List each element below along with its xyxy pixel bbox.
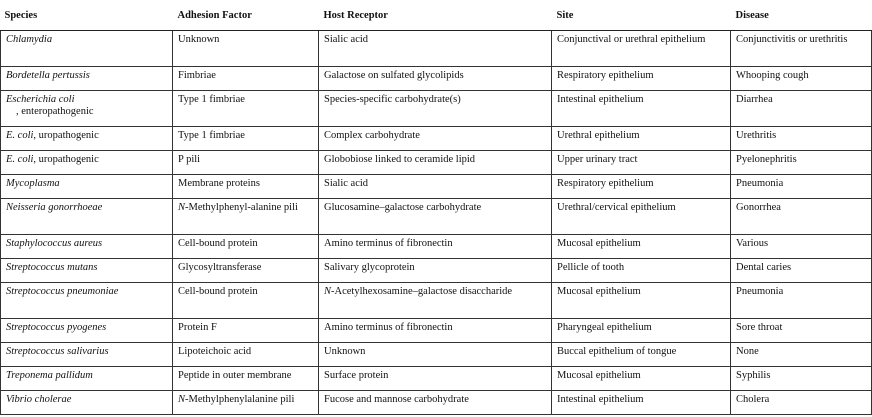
receptor-text: Amino terminus of fibronectin [324, 322, 453, 333]
cell-disease: Pneumonia [731, 175, 872, 199]
cell-adhesion-factor [173, 31, 319, 67]
table-row [1, 67, 872, 91]
adhesion-text: Peptide in outer membrane [178, 370, 292, 381]
cell-species [1, 127, 173, 151]
cell-disease: Various [731, 235, 872, 259]
cell-disease: Conjunctivitis or urethritis [731, 31, 872, 67]
cell-species [1, 235, 173, 259]
cell-species [1, 319, 173, 343]
receptor-text: Glucosamine–galactose carbohydrate [324, 202, 482, 213]
adhesion-text: Cell-bound protein [178, 238, 258, 249]
cell-host-receptor [319, 235, 552, 259]
cell-host-receptor [319, 391, 552, 415]
cell-site: Upper urinary tract [552, 151, 731, 175]
cell-adhesion-factor [173, 127, 319, 151]
header-host-receptor: Host Receptor [319, 0, 552, 31]
cell-species [1, 175, 173, 199]
cell-species [1, 343, 173, 367]
cell-host-receptor [319, 367, 552, 391]
species-name: Chlamydia [6, 34, 53, 45]
adhesion-text: Fimbriae [178, 70, 216, 81]
table-row [1, 343, 872, 367]
adhesion-text: P pili [178, 154, 201, 165]
cell-adhesion-factor [173, 67, 319, 91]
cell-species [1, 259, 173, 283]
species-name: Streptococcus mutans [6, 262, 98, 273]
table-row [1, 199, 872, 235]
header-row [1, 0, 872, 31]
table-row [1, 127, 872, 151]
species-name: Streptococcus pneumoniae [6, 286, 119, 297]
cell-adhesion-factor [173, 283, 319, 319]
cell-adhesion-factor [173, 91, 319, 127]
adhesion-text: Type 1 fimbriae [178, 130, 245, 141]
table-row [1, 235, 872, 259]
species-name: Streptococcus pyogenes [6, 322, 107, 333]
cell-host-receptor [319, 151, 552, 175]
species-name: Escherichia coli [6, 94, 75, 105]
cell-adhesion-factor [173, 151, 319, 175]
cell-disease: Syphilis [731, 367, 872, 391]
table-row [1, 259, 872, 283]
species-name: E. coli [6, 130, 34, 141]
cell-species [1, 91, 173, 127]
adhesion-text: Protein F [178, 322, 217, 333]
cell-site: Mucosal epithelium [552, 367, 731, 391]
cell-host-receptor [319, 259, 552, 283]
receptor-prefix: N [324, 286, 332, 297]
receptor-text: Complex carbohydrate [324, 130, 420, 141]
cell-site: Respiratory epithelium [552, 67, 731, 91]
table-row [1, 31, 872, 67]
receptor-text: Salivary glycoprotein [324, 262, 415, 273]
adhesion-text: -Methylphenyl-alanine pili [185, 202, 298, 213]
cell-adhesion-factor [173, 235, 319, 259]
cell-host-receptor [319, 199, 552, 235]
species-name: Staphylococcus aureus [6, 238, 103, 249]
species-name: Vibrio cholerae [6, 394, 72, 405]
cell-adhesion-factor [173, 343, 319, 367]
table-row [1, 367, 872, 391]
cell-species [1, 67, 173, 91]
cell-adhesion-factor [173, 259, 319, 283]
cell-disease: Cholera [731, 391, 872, 415]
cell-host-receptor [319, 127, 552, 151]
cell-disease: Pneumonia [731, 283, 872, 319]
table-row [1, 151, 872, 175]
table-row [1, 91, 872, 127]
cell-adhesion-factor [173, 367, 319, 391]
cell-species [1, 31, 173, 67]
cell-disease: Sore throat [731, 319, 872, 343]
receptor-text: Sialic acid [324, 34, 369, 45]
adhesion-text: Glycosyltransferase [178, 262, 262, 273]
cell-site: Pharyngeal epithelium [552, 319, 731, 343]
cell-site: Conjunctival or urethral epithelium [552, 31, 731, 67]
adhesion-text: Type 1 fimbriae [178, 94, 245, 105]
cell-disease: None [731, 343, 872, 367]
receptor-text: Fucose and mannose carbohydrate [324, 394, 469, 405]
cell-site: Mucosal epithelium [552, 235, 731, 259]
cell-site: Pellicle of tooth [552, 259, 731, 283]
table-row [1, 175, 872, 199]
cell-host-receptor [319, 31, 552, 67]
cell-host-receptor [319, 319, 552, 343]
cell-site: Intestinal epithelium [552, 91, 731, 127]
cell-disease: Gonorrhea [731, 199, 872, 235]
cell-adhesion-factor [173, 319, 319, 343]
cell-species [1, 151, 173, 175]
cell-host-receptor [319, 67, 552, 91]
species-qualifier: , enteropathogenic [16, 106, 94, 118]
species-name: Mycoplasma [6, 178, 60, 189]
species-name: Streptococcus salivarius [6, 346, 109, 357]
cell-host-receptor [319, 91, 552, 127]
cell-host-receptor [319, 343, 552, 367]
adhesion-text: -Methylphenylalanine pili [185, 394, 295, 405]
header-disease: Disease [731, 0, 872, 31]
species-qualifier: , uropathogenic [33, 130, 99, 141]
cell-disease: Diarrhea [731, 91, 872, 127]
receptor-text: Surface protein [324, 370, 389, 381]
cell-site: Intestinal epithelium [552, 391, 731, 415]
species-name: E. coli [6, 154, 34, 165]
table-row [1, 283, 872, 319]
header-adhesion-factor: Adhesion Factor [173, 0, 319, 31]
species-name: Treponema pallidum [6, 370, 93, 381]
header-species: Species [1, 0, 173, 31]
receptor-text: Globobiose linked to ceramide lipid [324, 154, 476, 165]
cell-adhesion-factor [173, 175, 319, 199]
table-row [1, 391, 872, 415]
cell-adhesion-factor [173, 199, 319, 235]
cell-disease: Whooping cough [731, 67, 872, 91]
species-name: Neisseria gonorrhoeae [6, 202, 103, 213]
table-row [1, 319, 872, 343]
cell-disease: Dental caries [731, 259, 872, 283]
cell-adhesion-factor [173, 391, 319, 415]
cell-site: Urethral epithelium [552, 127, 731, 151]
cell-site: Respiratory epithelium [552, 175, 731, 199]
cell-host-receptor [319, 175, 552, 199]
cell-site: Mucosal epithelium [552, 283, 731, 319]
receptor-text: -Acetylhexosamine–galactose disaccharide [331, 286, 513, 297]
adhesion-prefix: N [178, 202, 186, 213]
cell-site: Buccal epithelium of tongue [552, 343, 731, 367]
adhesion-text: Cell-bound protein [178, 286, 258, 297]
adhesion-text: Membrane proteins [178, 178, 260, 189]
adhesion-prefix: N [178, 394, 186, 405]
receptor-text: Species-specific carbohydrate(s) [324, 94, 461, 105]
adhesion-text: Unknown [178, 34, 220, 45]
cell-disease: Pyelonephritis [731, 151, 872, 175]
receptor-text: Galactose on sulfated glycolipids [324, 70, 464, 81]
species-name: Bordetella pertussis [6, 70, 90, 81]
cell-species [1, 283, 173, 319]
receptor-text: Sialic acid [324, 178, 369, 189]
receptor-text: Amino terminus of fibronectin [324, 238, 453, 249]
cell-disease: Urethritis [731, 127, 872, 151]
cell-species [1, 367, 173, 391]
cell-site: Urethral/cervical epithelium [552, 199, 731, 235]
header-site: Site [552, 0, 731, 31]
receptor-text: Unknown [324, 346, 366, 357]
adhesion-text: Lipoteichoic acid [178, 346, 252, 357]
cell-host-receptor [319, 283, 552, 319]
species-qualifier: , uropathogenic [33, 154, 99, 165]
cell-species [1, 391, 173, 415]
cell-species [1, 199, 173, 235]
